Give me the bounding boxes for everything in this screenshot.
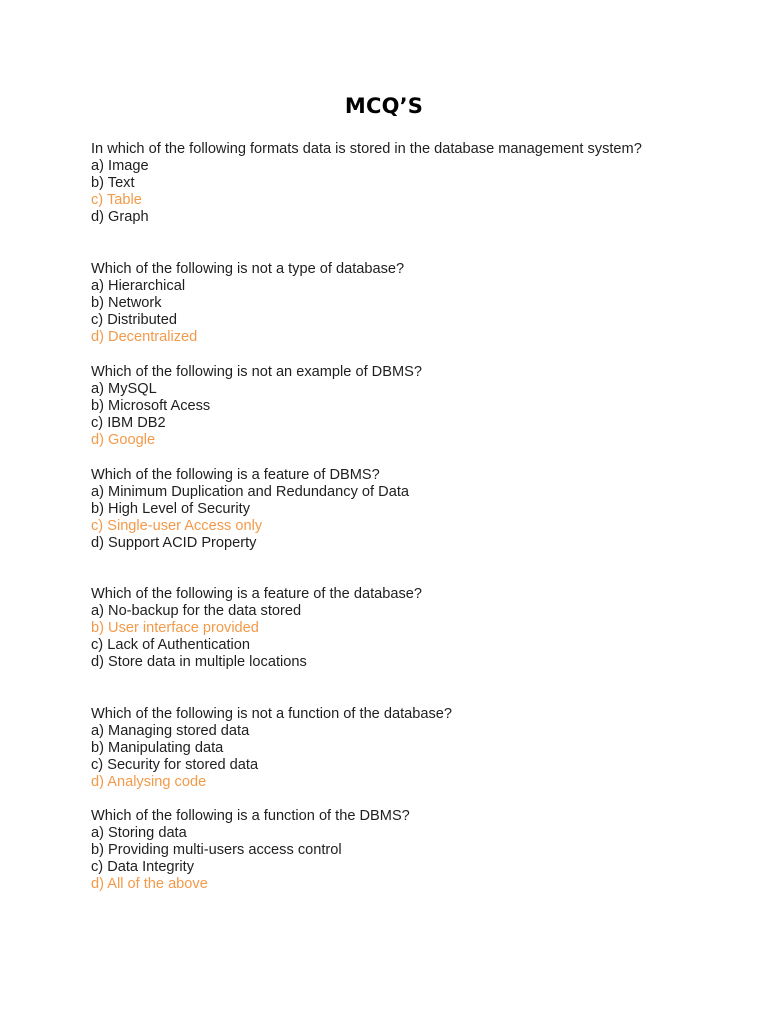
option-b: b) Providing multi-users access control bbox=[91, 842, 342, 859]
question-text: Which of the following is a feature of the database? bbox=[91, 586, 422, 602]
page-title: MCQ’S bbox=[344, 94, 424, 118]
option-c: c) Security for stored data bbox=[91, 757, 259, 774]
option-d: d) Graph bbox=[91, 209, 149, 226]
option-c: c) IBM DB2 bbox=[91, 415, 166, 432]
option-c-correct-answer: c) Table bbox=[91, 192, 142, 209]
option-b: b) Manipulating data bbox=[91, 740, 224, 757]
option-b: b) Network bbox=[91, 295, 162, 312]
option-a: a) Storing data bbox=[91, 825, 187, 842]
option-c: c) Distributed bbox=[91, 312, 177, 329]
option-c: c) Lack of Authentication bbox=[91, 637, 251, 654]
question-text: Which of the following is not an example of DBMS? bbox=[91, 364, 422, 380]
question-text: Which of the following is not a function of the database? bbox=[91, 706, 453, 722]
option-d-correct-answer: d) Decentralized bbox=[91, 329, 198, 346]
option-a: a) MySQL bbox=[91, 381, 157, 398]
option-d: d) Store data in multiple locations bbox=[91, 654, 307, 671]
question-text: In which of the following formats data is stored in the database management system? bbox=[91, 141, 642, 157]
option-d-correct-answer: d) All of the above bbox=[91, 876, 208, 893]
option-d: d) Support ACID Property bbox=[91, 535, 257, 552]
option-c-correct-answer: c) Single-user Access only bbox=[91, 518, 263, 535]
option-c: c) Data Integrity bbox=[91, 859, 195, 876]
question-block bbox=[91, 467, 731, 552]
question-text: Which of the following is a feature of DBMS? bbox=[91, 467, 380, 483]
option-b-correct-answer: b) User interface provided bbox=[91, 620, 259, 637]
question-block bbox=[91, 261, 731, 346]
option-b: b) Microsoft Acess bbox=[91, 398, 211, 415]
option-a: a) Managing stored data bbox=[91, 723, 250, 740]
question-block bbox=[91, 706, 731, 791]
question-block bbox=[91, 141, 731, 226]
option-a: a) No-backup for the data stored bbox=[91, 603, 302, 620]
question-block bbox=[91, 364, 731, 449]
question-text: Which of the following is a function of the DBMS? bbox=[91, 808, 410, 824]
option-b: b) High Level of Security bbox=[91, 501, 250, 518]
question-text: Which of the following is not a type of database? bbox=[91, 261, 405, 277]
option-b: b) Text bbox=[91, 175, 135, 192]
option-a: a) Image bbox=[91, 158, 149, 175]
question-block bbox=[91, 808, 731, 893]
option-d-correct-answer: d) Google bbox=[91, 432, 156, 449]
option-d-correct-answer: d) Analysing code bbox=[91, 774, 207, 791]
option-a: a) Minimum Duplication and Redundancy of Data bbox=[91, 484, 409, 501]
question-block bbox=[91, 586, 731, 671]
option-a: a) Hierarchical bbox=[91, 278, 186, 295]
